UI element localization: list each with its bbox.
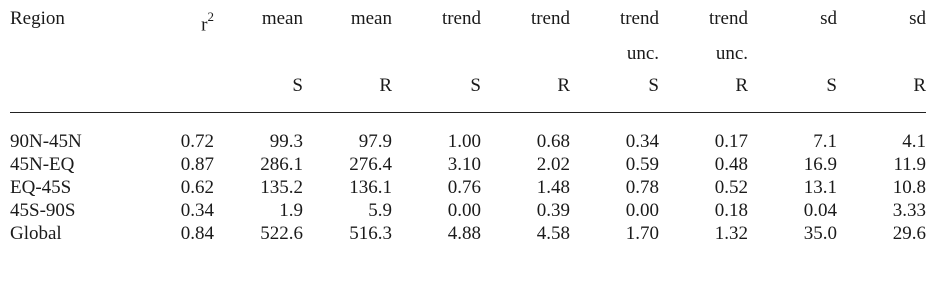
cell-mean-r: 136.1 — [349, 177, 392, 198]
cell-mean-s: 135.2 — [260, 177, 303, 198]
cell-mean-s: 522.6 — [260, 223, 303, 244]
cell-trend-unc-s: 0.34 — [625, 131, 659, 152]
header-region-line2 — [10, 38, 135, 70]
table-row — [10, 199, 926, 222]
cell-region: Global — [10, 223, 62, 244]
header-sd-r-line3: R — [837, 70, 926, 113]
cell-trend-s: 3.10 — [447, 154, 481, 175]
cell-trend-unc-s: 1.70 — [625, 223, 659, 244]
header-row-1 — [10, 0, 926, 38]
header-trend-unc-r-line3: R — [659, 70, 748, 113]
cell-trend-s: 0.00 — [447, 200, 481, 221]
cell-trend-unc-s: 0.59 — [625, 154, 659, 175]
header-mean-s: mean — [261, 8, 303, 29]
cell-r2: 0.84 — [180, 223, 214, 244]
cell-mean-r: 97.9 — [358, 131, 392, 152]
header-mean-r-line3: R — [303, 70, 392, 113]
table-body — [10, 113, 926, 246]
cell-trend-unc-r: 0.52 — [714, 177, 748, 198]
header-row-2 — [10, 38, 926, 70]
header-trend-r: trend — [530, 8, 570, 29]
cell-trend-r: 1.48 — [536, 177, 570, 198]
header-r2-line2 — [135, 38, 214, 70]
header-sd-s-line2 — [748, 38, 837, 70]
cell-sd-r: 4.1 — [902, 131, 926, 152]
cell-sd-s: 35.0 — [803, 223, 837, 244]
header-region-line3 — [10, 70, 135, 113]
header-trend-s-line2 — [392, 38, 481, 70]
cell-trend-r: 2.02 — [536, 154, 570, 175]
cell-trend-r: 0.68 — [536, 131, 570, 152]
header-r2-line3 — [135, 70, 214, 113]
cell-r2: 0.62 — [180, 177, 214, 198]
header-mean-r: mean — [350, 8, 392, 29]
header-mean-r-line2 — [303, 38, 392, 70]
cell-mean-r: 516.3 — [349, 223, 392, 244]
cell-trend-s: 0.76 — [447, 177, 481, 198]
cell-trend-s: 1.00 — [447, 131, 481, 152]
cell-mean-r: 276.4 — [349, 154, 392, 175]
cell-r2: 0.72 — [180, 131, 214, 152]
cell-sd-r: 3.33 — [892, 200, 926, 221]
cell-sd-s: 0.04 — [803, 200, 837, 221]
cell-trend-unc-r: 0.18 — [714, 200, 748, 221]
cell-sd-s: 7.1 — [813, 131, 837, 152]
header-mean-s-line2 — [214, 38, 303, 70]
header-sd-r: sd — [909, 8, 926, 29]
cell-trend-unc-s: 0.78 — [625, 177, 659, 198]
cell-sd-s: 13.1 — [803, 177, 837, 198]
cell-trend-s: 4.88 — [447, 223, 481, 244]
cell-sd-r: 10.8 — [892, 177, 926, 198]
data-table — [10, 0, 926, 245]
cell-trend-r: 4.58 — [536, 223, 570, 244]
cell-trend-unc-r: 1.32 — [714, 223, 748, 244]
table-row — [10, 153, 926, 176]
cell-mean-r: 5.9 — [368, 200, 392, 221]
cell-r2: 0.87 — [180, 154, 214, 175]
header-trend-s: trend — [441, 8, 481, 29]
cell-trend-unc-r: 0.17 — [714, 131, 748, 152]
header-trend-s-line3: S — [392, 70, 481, 113]
cell-region: 90N-45N — [10, 131, 82, 152]
header-mean-s-line3: S — [214, 70, 303, 113]
cell-trend-r: 0.39 — [536, 200, 570, 221]
cell-region: 45S-90S — [10, 200, 76, 221]
header-r2: $r^2$ — [201, 9, 214, 36]
cell-sd-r: 29.6 — [892, 223, 926, 244]
cell-mean-s: 1.9 — [279, 200, 303, 221]
cell-region: 45N-EQ — [10, 154, 75, 175]
header-trend-unc-r: trend — [708, 8, 748, 29]
cell-r2: 0.34 — [180, 200, 214, 221]
header-trend-unc-r-line2: unc. — [715, 43, 748, 64]
cell-trend-unc-r: 0.48 — [714, 154, 748, 175]
header-trend-r-line3: R — [481, 70, 570, 113]
header-sd-s: sd — [820, 8, 837, 29]
header-trend-unc-s-line2: unc. — [626, 43, 659, 64]
table-row — [10, 113, 926, 154]
cell-trend-unc-s: 0.00 — [625, 200, 659, 221]
cell-mean-s: 99.3 — [269, 131, 303, 152]
header-region: Region — [10, 8, 65, 29]
header-trend-r-line2 — [481, 38, 570, 70]
cell-sd-s: 16.9 — [803, 154, 837, 175]
header-trend-unc-s: trend — [619, 8, 659, 29]
table-header — [10, 0, 926, 113]
cell-mean-s: 286.1 — [260, 154, 303, 175]
table-row — [10, 176, 926, 199]
header-row-3 — [10, 70, 926, 113]
header-sd-r-line2 — [837, 38, 926, 70]
header-trend-unc-s-line3: S — [570, 70, 659, 113]
table-row — [10, 222, 926, 245]
cell-sd-r: 11.9 — [893, 154, 926, 175]
cell-region: EQ-45S — [10, 177, 72, 198]
header-r2-superscript: 2 — [207, 9, 214, 24]
header-sd-s-line3: S — [748, 70, 837, 113]
